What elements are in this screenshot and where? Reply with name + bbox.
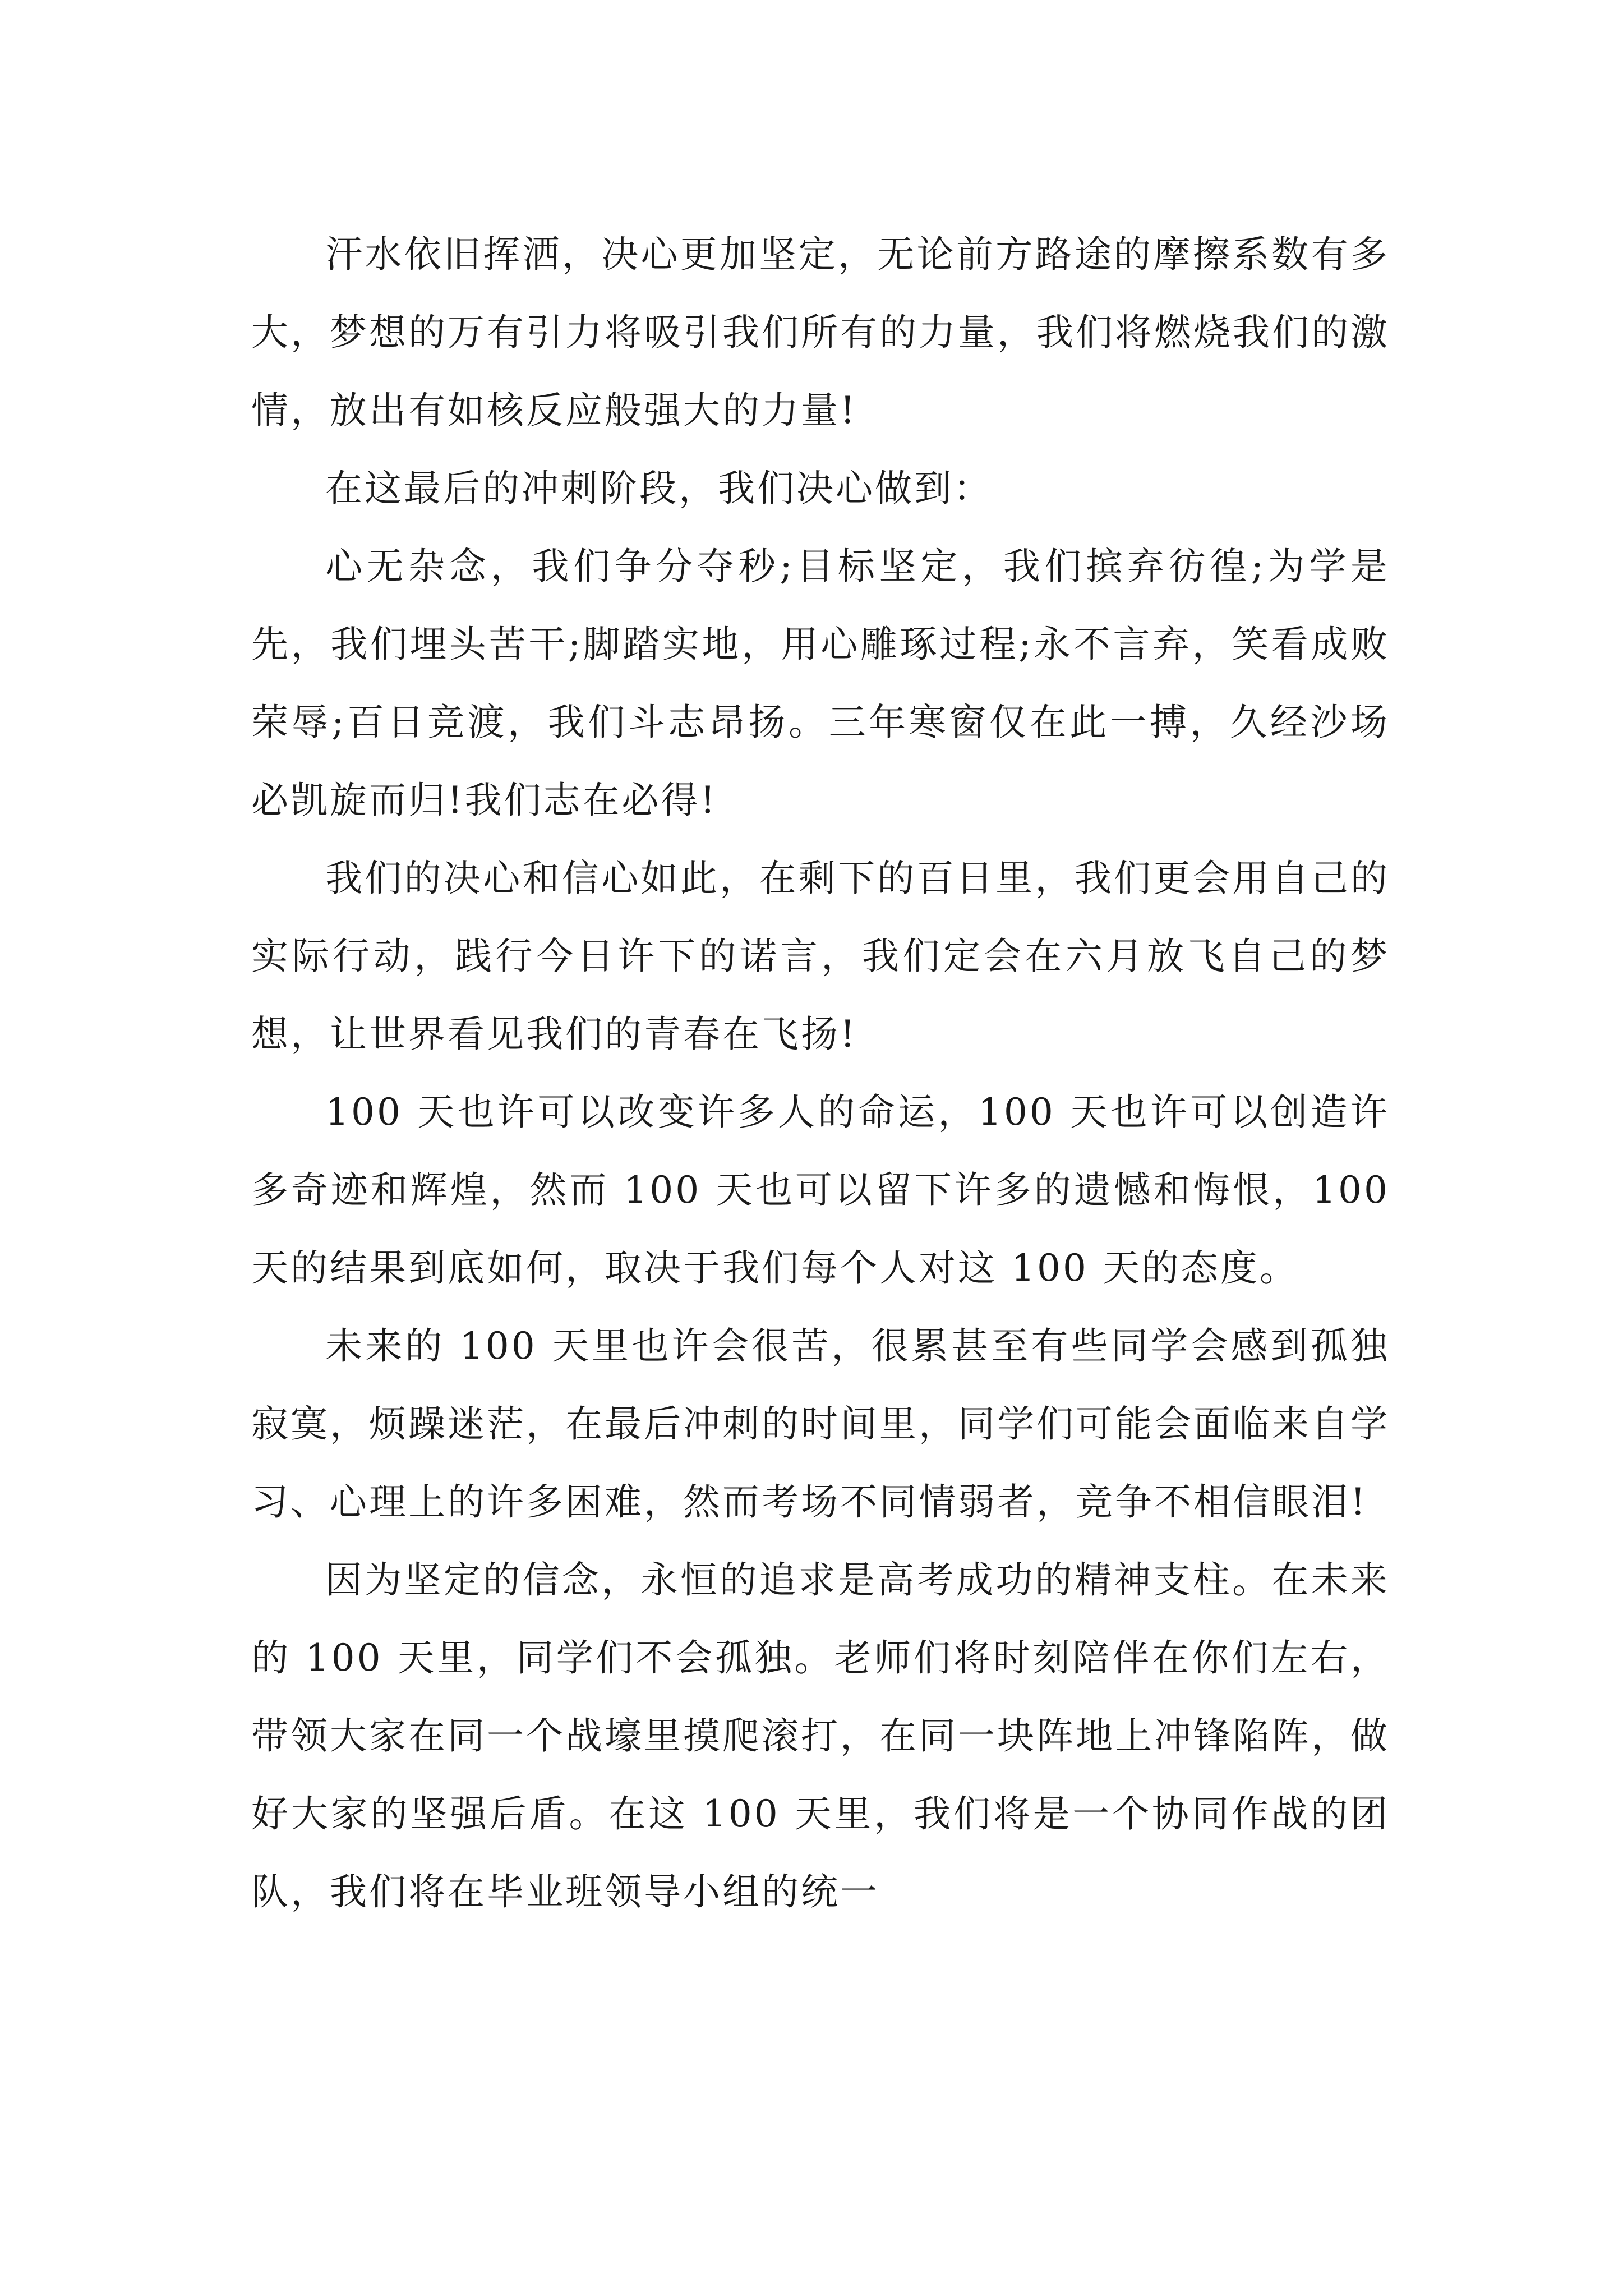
paragraph-5: 100 天也许可以改变许多人的命运，100 天也许可以创造许多奇迹和辉煌，然而 100 天也可以留下许多的遗憾和悔恨，100 天的结果到底如何，取决于我们每个人对这 100 天的态度。 (251, 1091, 1390, 1290)
document-body (251, 215, 1390, 1931)
paragraph-3: 心无杂念，我们争分夺秒;目标坚定，我们摈弃彷徨;为学是先，我们埋头苦干;脚踏实地，用心雕琢过程;永不言弃，笑看成败荣辱;百日竞渡，我们斗志昂扬。三年寒窗仅在此一搏，久经沙场必凯旋而归!我们志在必得! (251, 545, 1390, 822)
paragraph-7: 因为坚定的信念，永恒的追求是高考成功的精神支柱。在未来的 100 天里，同学们不会孤独。老师们将时刻陪伴在你们左右，带领大家在同一个战壕里摸爬滚打，在同一块阵地上冲锋陷阵，做好大家的坚强后盾。在这 100 天里，我们将是一个协同作战的团队，我们将在毕业班领导小组的统一 (251, 1558, 1390, 1913)
paragraph-6: 未来的 100 天里也许会很苦，很累甚至有些同学会感到孤独寂寞，烦躁迷茫，在最后冲刺的时间里，同学们可能会面临来自学习、心理上的许多困难，然而考场不同情弱者，竞争不相信眼泪! (251, 1324, 1390, 1524)
paragraph-2: 在这最后的冲刺阶段，我们决心做到： (325, 467, 993, 510)
paragraph-1: 汗水依旧挥洒，决心更加坚定，无论前方路途的摩擦系数有多大，梦想的万有引力将吸引我们所有的力量，我们将燃烧我们的激情，放出有如核反应般强大的力量! (251, 233, 1390, 432)
paragraph-4: 我们的决心和信心如此，在剩下的百日里，我们更会用自己的实际行动，践行今日许下的诺言，我们定会在六月放飞自己的梦想，让世界看见我们的青春在飞扬! (251, 857, 1390, 1056)
